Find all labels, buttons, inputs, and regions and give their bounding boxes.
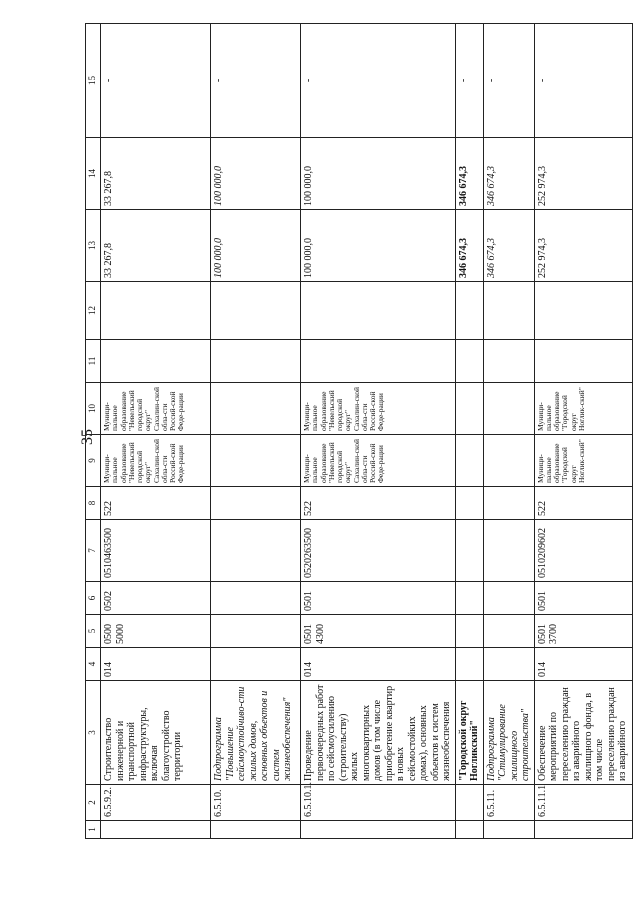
cell-c14: 346 674,3 [455, 138, 483, 210]
header-cell: 3 [86, 681, 101, 785]
cell-c5 [483, 615, 534, 648]
header-cell: 7 [86, 520, 101, 582]
cell-c14: 33 267,8 [101, 138, 211, 210]
cell-code: 6.5.9.2. [101, 785, 211, 821]
cell-name: Подпрограмма "Стимулирование жилищного строительства" [483, 681, 534, 785]
cell-c8 [483, 487, 534, 520]
cell-c5: 0501 3700 [534, 615, 632, 648]
cell-c12 [101, 282, 211, 340]
budget-table [85, 23, 633, 839]
cell-c6: 0501 [534, 582, 632, 615]
header-cell: 4 [86, 648, 101, 681]
cell-c10: Муници-пальное образование "Городской округ Ноглик-ский" [534, 383, 632, 435]
cell-c11 [534, 340, 632, 383]
cell-c9: Муници-пальное образование "Невельский городской округ" Сахалин-ской обла-сти Россий-ской Феде-рации [101, 435, 211, 487]
cell-c9 [483, 435, 534, 487]
cell-c11 [101, 340, 211, 383]
cell-c15: - [101, 24, 211, 138]
cell-empty [301, 821, 456, 839]
header-cell: 2 [86, 785, 101, 821]
cell-c15: - [483, 24, 534, 138]
header-row [86, 24, 101, 839]
cell-c8 [211, 487, 301, 520]
cell-c4 [211, 648, 301, 681]
cell-c12 [534, 282, 632, 340]
cell-c13: 33 267,8 [101, 210, 211, 282]
cell-c9 [211, 435, 301, 487]
cell-empty [534, 821, 632, 839]
cell-c15: - [301, 24, 456, 138]
cell-c12 [301, 282, 456, 340]
header-cell: 14 [86, 138, 101, 210]
cell-c6: 0501 [301, 582, 456, 615]
cell-c15: - [455, 24, 483, 138]
cell-name: Подпрограмма "Повышение сейсмоустойчиво-сти жилых домов, основных объектов и систем жизнеобеспечения" [211, 681, 301, 785]
table-row [455, 24, 483, 839]
cell-c6 [455, 582, 483, 615]
header-cell: 11 [86, 340, 101, 383]
cell-c9: Муници-пальное образование "Невельский городской округ" Сахалин-ской обла-сти Россий-ской Феде-рации [301, 435, 456, 487]
cell-c14: 346 674,3 [483, 138, 534, 210]
cell-c8: 522 [301, 487, 456, 520]
cell-empty [483, 821, 534, 839]
cell-name: "Городской округ Ногликский" [455, 681, 483, 785]
cell-c14: 100 000,0 [211, 138, 301, 210]
cell-c5 [455, 615, 483, 648]
header-cell: 13 [86, 210, 101, 282]
cell-c4 [483, 648, 534, 681]
cell-c13: 346 674,3 [483, 210, 534, 282]
cell-code: 6.5.11.1 [534, 785, 632, 821]
table-row [211, 24, 301, 839]
cell-c10 [455, 383, 483, 435]
cell-name: Проведение первоочередных работ по сейсмоусилению (строительству) жилых многоквартирных домов (в том числе приобретение квартир в новых сейсмостойких домах), основных объектов и систем жизнеобеспечения [301, 681, 456, 785]
cell-c14: 252 974,3 [534, 138, 632, 210]
cell-c15: - [534, 24, 632, 138]
cell-c4 [455, 648, 483, 681]
header-cell: 9 [86, 435, 101, 487]
table-row [534, 24, 632, 839]
cell-c7 [211, 520, 301, 582]
cell-c12 [455, 282, 483, 340]
cell-c9 [455, 435, 483, 487]
header-cell: 6 [86, 582, 101, 615]
cell-c10: Муници-пальное образование "Невельский городской округ" Сахалин-ской обла-сти Россий-ской Феде-рации [301, 383, 456, 435]
cell-c10 [211, 383, 301, 435]
cell-c11 [483, 340, 534, 383]
cell-c7: 0510463500 [101, 520, 211, 582]
cell-c13: 346 674,3 [455, 210, 483, 282]
cell-name: Обеспечение мероприятий по переселению граждан из аварийного жилищного фонда, в том числе переселению граждан из аварийного [534, 681, 632, 785]
cell-c6 [211, 582, 301, 615]
cell-c11 [211, 340, 301, 383]
header-cell: 15 [86, 24, 101, 138]
cell-empty [211, 821, 301, 839]
cell-code: 6.5.10. [211, 785, 301, 821]
cell-c4: 014 [101, 648, 211, 681]
table-row [301, 24, 456, 839]
cell-c7 [455, 520, 483, 582]
cell-c12 [211, 282, 301, 340]
cell-c8: 522 [101, 487, 211, 520]
cell-c12 [483, 282, 534, 340]
rotated-table-wrapper [85, 24, 628, 839]
cell-c13: 100 000,0 [211, 210, 301, 282]
header-cell: 1 [86, 821, 101, 839]
header-cell: 8 [86, 487, 101, 520]
header-cell: 10 [86, 383, 101, 435]
cell-c13: 100 000,0 [301, 210, 456, 282]
cell-c4: 014 [534, 648, 632, 681]
cell-name: Строительство инженерной и транспортной инфраструктуры, включая благоустройство территории [101, 681, 211, 785]
cell-empty [101, 821, 211, 839]
cell-code [455, 785, 483, 821]
header-cell: 12 [86, 282, 101, 340]
table-row [101, 24, 211, 839]
cell-code: 6.5.11. [483, 785, 534, 821]
cell-c11 [301, 340, 456, 383]
cell-c7: 0520263500 [301, 520, 456, 582]
cell-c15: - [211, 24, 301, 138]
table-row [483, 24, 534, 839]
cell-c13: 252 974,3 [534, 210, 632, 282]
cell-c7 [483, 520, 534, 582]
cell-c5: 0501 4300 [301, 615, 456, 648]
cell-c5 [211, 615, 301, 648]
header-cell: 5 [86, 615, 101, 648]
cell-c14: 100 000,0 [301, 138, 456, 210]
cell-c6 [483, 582, 534, 615]
page-number: 35 [79, 429, 96, 445]
cell-c6: 0502 [101, 582, 211, 615]
cell-c8 [455, 487, 483, 520]
cell-c5: 0500 5000 [101, 615, 211, 648]
cell-c10 [483, 383, 534, 435]
cell-c8: 522 [534, 487, 632, 520]
cell-c9: Муници-пальное образование "Городской округ Ноглик-ский" [534, 435, 632, 487]
cell-empty [455, 821, 483, 839]
cell-c11 [455, 340, 483, 383]
cell-code: 6.5.10.1. [301, 785, 456, 821]
cell-c10: Муници-пальное образование "Невельский городской округ" Сахалин-ской обла-сти Россий-ской Феде-рации [101, 383, 211, 435]
cell-c4: 014 [301, 648, 456, 681]
cell-c7: 0510209602 [534, 520, 632, 582]
